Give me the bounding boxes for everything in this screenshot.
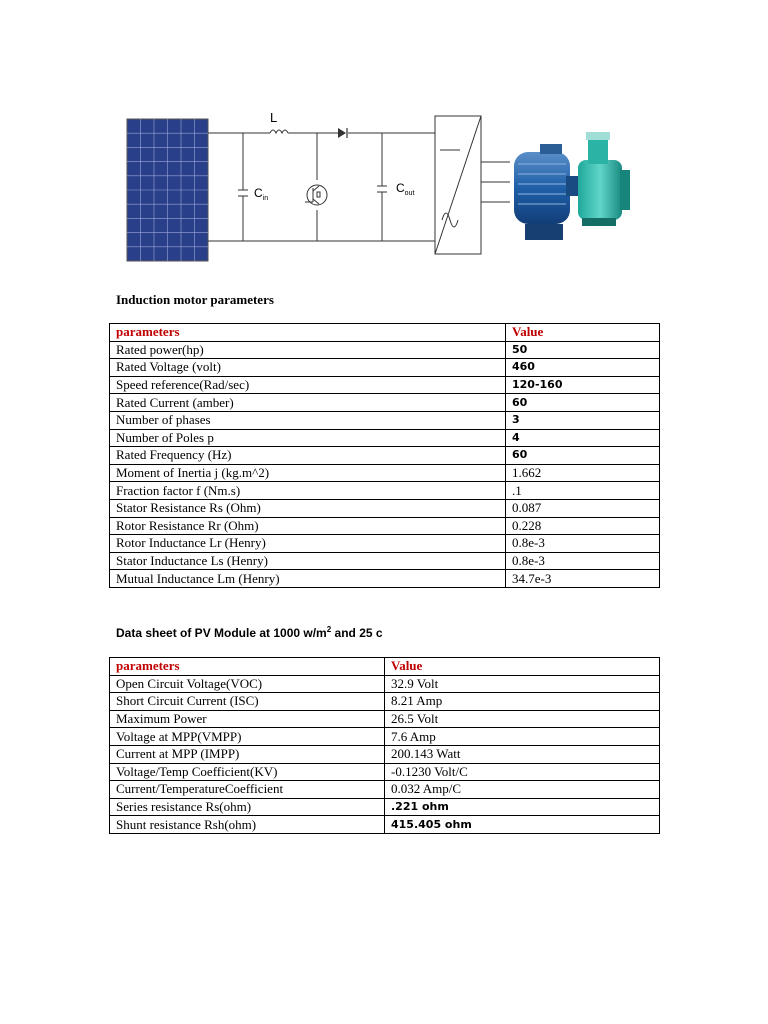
table-row: [110, 552, 660, 570]
pv-module-table: [109, 657, 660, 834]
value-cell: 120-160: [506, 376, 660, 394]
table-row: [110, 675, 660, 693]
header-param: parameters: [110, 324, 506, 342]
header-value: Value: [506, 324, 660, 342]
value-cell: 460: [506, 359, 660, 377]
pv-pumping-system-diagram: [120, 100, 640, 270]
value-cell: 8.21 Amp: [385, 693, 660, 711]
value-cell: 200.143 Watt: [385, 745, 660, 763]
pv-table-body: [110, 658, 660, 834]
inverter-block-icon: [435, 116, 481, 254]
table-row: [110, 517, 660, 535]
value-cell: 60: [506, 447, 660, 465]
param-cell: Voltage at MPP(VMPP): [110, 728, 385, 746]
table-row: [110, 464, 660, 482]
table-row: [110, 394, 660, 412]
param-cell: Rotor Inductance Lr (Henry): [110, 535, 506, 553]
param-cell: Voltage/Temp Coefficient(KV): [110, 763, 385, 781]
table-row: [110, 693, 660, 711]
table-row: [110, 781, 660, 799]
value-cell: .1: [506, 482, 660, 500]
table-row: [110, 745, 660, 763]
induction-motor-icon: [514, 144, 580, 240]
diode-symbol: [338, 128, 347, 138]
param-cell: Rotor Resistance Rr (Ohm): [110, 517, 506, 535]
table-row: [110, 376, 660, 394]
cin-label: $C_{in}$: [254, 186, 269, 202]
value-cell: 0.032 Amp/C: [385, 781, 660, 799]
water-pump-icon: [578, 132, 630, 226]
value-cell: 4: [506, 429, 660, 447]
param-cell: Rated Voltage (volt): [110, 359, 506, 377]
inductor-symbol: [270, 130, 288, 133]
value-cell: -0.1230 Volt/C: [385, 763, 660, 781]
pv-datasheet-title: Data sheet of PV Module at 1000 $w/m^2$ and 25 c: [116, 625, 383, 640]
table-row: [110, 447, 660, 465]
param-cell: Series resistance Rs(ohm): [110, 798, 385, 816]
param-cell: Current/TemperatureCoefficient: [110, 781, 385, 799]
param-cell: Rated power(hp): [110, 341, 506, 359]
header-value: Value: [385, 658, 660, 676]
motor-feed-wires: [481, 162, 510, 202]
param-cell: Speed reference(Rad/sec): [110, 376, 506, 394]
value-cell: 50: [506, 341, 660, 359]
value-cell: 32.9 Volt: [385, 675, 660, 693]
param-cell: Number of phases: [110, 411, 506, 429]
induction-motor-title: Induction motor parameters: [116, 292, 274, 307]
param-cell: Moment of Inertia j (kg.m^2): [110, 464, 506, 482]
param-cell: Open Circuit Voltage(VOC): [110, 675, 385, 693]
param-cell: Fraction factor f (Nm.s): [110, 482, 506, 500]
value-cell: 0.087: [506, 499, 660, 517]
param-cell: Current at MPP (IMPP): [110, 745, 385, 763]
cout-label: $C_{out}$: [396, 181, 415, 197]
param-cell: Maximum Power: [110, 710, 385, 728]
value-cell: 60: [506, 394, 660, 412]
table-row: [110, 482, 660, 500]
table-header-row: [110, 658, 660, 676]
table-row: [110, 570, 660, 588]
table-row: [110, 411, 660, 429]
input-capacitor-symbol: [238, 190, 248, 196]
param-cell: Number of Poles p: [110, 429, 506, 447]
mosfet-switch-icon: [305, 185, 327, 205]
value-cell: 3: [506, 411, 660, 429]
param-cell: Rated Current (amber): [110, 394, 506, 412]
value-cell: 26.5 Volt: [385, 710, 660, 728]
value-cell: 0.228: [506, 517, 660, 535]
table-row: [110, 359, 660, 377]
param-cell: Rated Frequency (Hz): [110, 447, 506, 465]
value-cell: 415.405 ohm: [385, 816, 660, 834]
table-row: [110, 499, 660, 517]
table-row: [110, 816, 660, 834]
value-cell: 1.662: [506, 464, 660, 482]
table-row: [110, 728, 660, 746]
table-row: [110, 429, 660, 447]
solar-panel-icon: [127, 119, 208, 261]
value-cell: 7.6 Amp: [385, 728, 660, 746]
param-cell: Shunt resistance Rsh(ohm): [110, 816, 385, 834]
table-header-row: [110, 324, 660, 342]
motor-table-body: [110, 324, 660, 588]
param-cell: Mutual Inductance Lm (Henry): [110, 570, 506, 588]
param-cell: Short Circuit Current (ISC): [110, 693, 385, 711]
param-cell: Stator Inductance Ls (Henry): [110, 552, 506, 570]
table-row: [110, 763, 660, 781]
param-cell: Stator Resistance Rs (Ohm): [110, 499, 506, 517]
table-row: [110, 798, 660, 816]
inductor-label: L: [270, 110, 278, 125]
table-row: [110, 710, 660, 728]
value-cell: 0.8e-3: [506, 535, 660, 553]
value-cell: 0.8e-3: [506, 552, 660, 570]
table-row: [110, 535, 660, 553]
induction-motor-table: [109, 323, 660, 588]
output-capacitor-symbol: [377, 186, 387, 192]
table-row: [110, 341, 660, 359]
value-cell: .221 ohm: [385, 798, 660, 816]
value-cell: 34.7e-3: [506, 570, 660, 588]
header-param: parameters: [110, 658, 385, 676]
